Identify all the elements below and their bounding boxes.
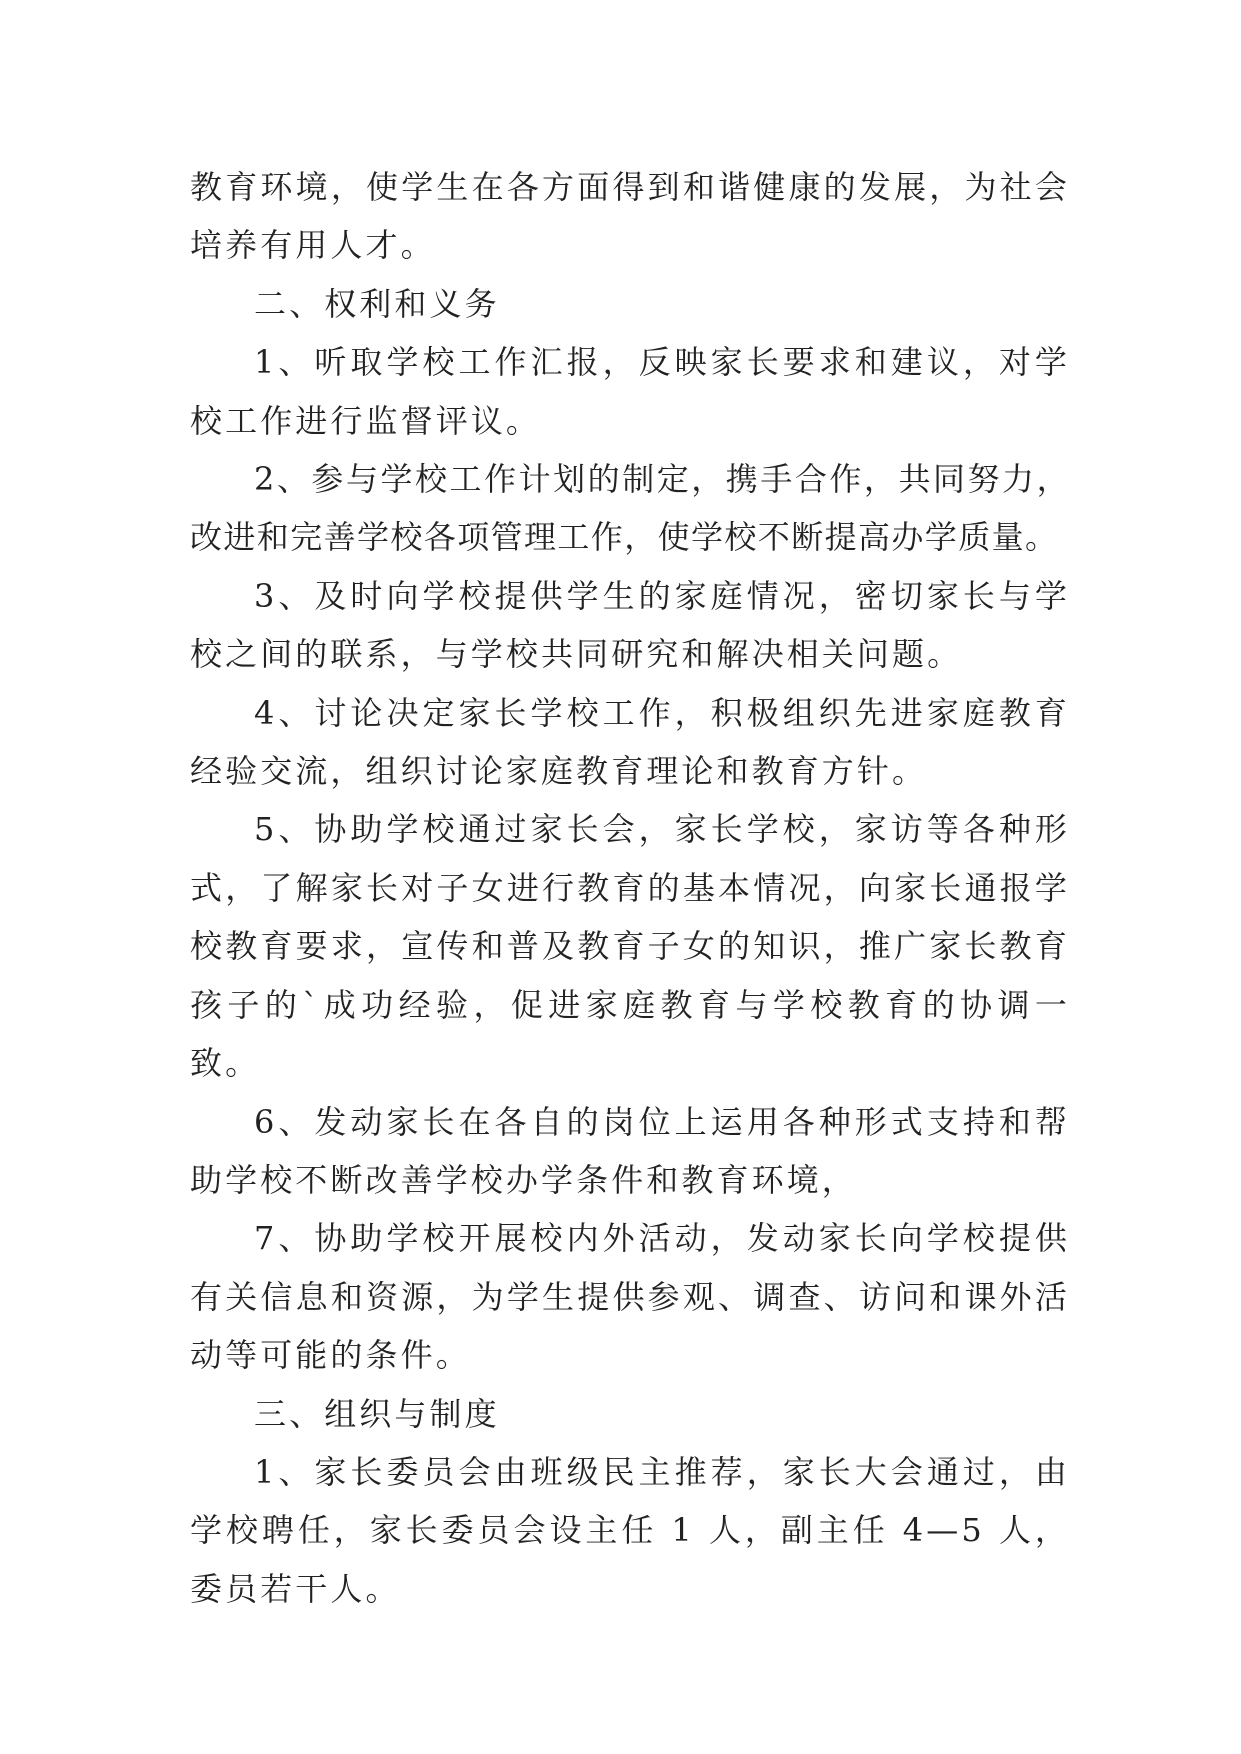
paragraph-item-4: 4、讨论决定家长学校工作，积极组织先进家庭教育经验交流，组织讨论家庭教育理论和教育方针。 [190, 693, 1070, 791]
paragraph-item-3: 3、及时向学校提供学生的家庭情况，密切家长与学校之间的联系，与学校共同研究和解决相关问题。 [190, 576, 1070, 674]
paragraph-org-item-1: 1、家长委员会由班级民主推荐，家长大会通过，由学校聘任，家长委员会设主任 1 人，副主任 4—5 人，委员若干人。 [190, 1452, 1070, 1608]
section-heading-organization: 三、组织与制度 [254, 1394, 500, 1433]
paragraph-item-2: 2、参与学校工作计划的制定，携手合作，共同努力，改进和完善学校各项管理工作，使学校不断提高办学质量。 [190, 460, 1070, 557]
paragraph-item-6: 6、发动家长在各自的岗位上运用各种形式支持和帮助学校不断改善学校办学条件和教育环境， [190, 1102, 1070, 1199]
paragraph-item-5: 5、协助学校通过家长会，家长学校，家访等各种形式，了解家长对子女进行教育的基本情况，向家长通报学校教育要求，宣传和普及教育子女的知识，推广家长教育孩子的`成功经验，促进家庭教育与学校教育的协调一致。 [190, 810, 1070, 1083]
paragraph-continuation: 教育环境，使学生在各方面得到和谐健康的发展，为社会培养有用人才。 [190, 168, 1070, 265]
paragraph-item-1: 1、听取学校工作汇报，反映家长要求和建议，对学校工作进行监督评议。 [190, 343, 1070, 440]
document-body [190, 158, 1070, 1618]
section-heading-rights-duties: 二、权利和义务 [254, 284, 500, 323]
paragraph-item-7: 7、协助学校开展校内外活动，发动家长向学校提供有关信息和资源，为学生提供参观、调查、访问和课外活动等可能的条件。 [190, 1219, 1070, 1375]
